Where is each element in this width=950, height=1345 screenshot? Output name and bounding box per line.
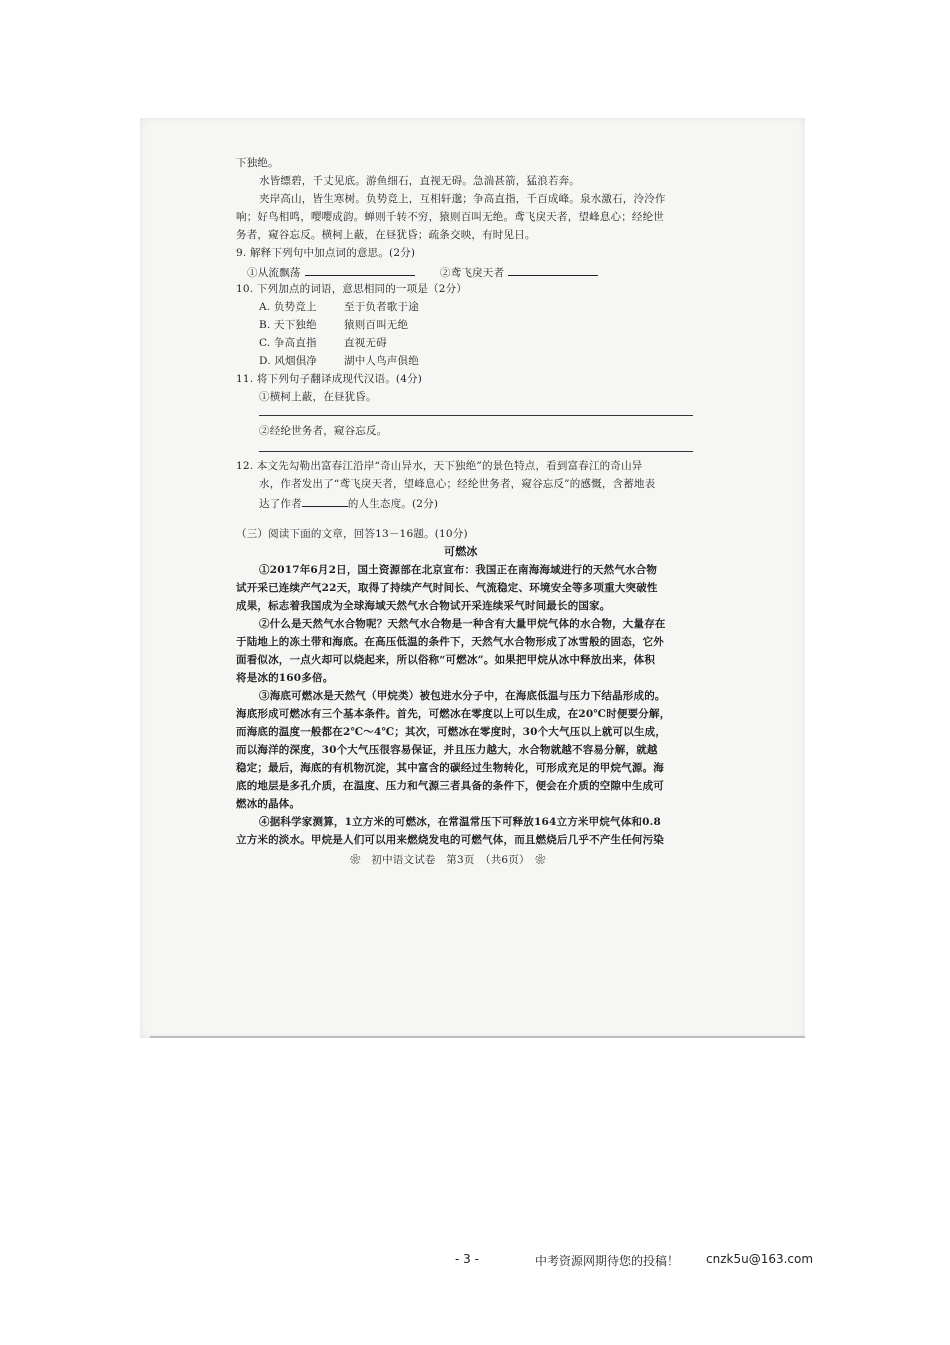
answer-line[interactable] (259, 451, 693, 452)
question-9-stem: 9. 解释下列句中加点词的意思。(2分) (236, 247, 416, 259)
paragraph-3-line: 底的地层是多孔介质，在温度、压力和气源三者具备的条件下，便会在介质的空隙中生成可 (236, 780, 664, 792)
paragraph-2-line: ②什么是天然气水合物呢？天然气水合物是一种含有大量甲烷气体的水合物，大量存在 (259, 618, 666, 630)
answer-blank[interactable] (508, 264, 598, 276)
exam-page-footer: ❀ 初中语文试卷 第3页 （共6页） ❀ (350, 854, 546, 866)
option-d: D. 风烟俱净 (259, 355, 318, 367)
question-12-text: 达了作者 (259, 498, 302, 510)
paragraph-2-line: 于陆地上的冻土带和海底。在高压低温的条件下，天然气水合物形成了冰雪般的固态，它外 (236, 636, 664, 648)
paragraph-4-line: 立方米的淡水。甲烷是人们可以用来燃烧发电的可燃气体，而且燃烧后几乎不产生任何污染 (236, 834, 664, 846)
footer-slogan: 中考资源网期待您的投稿！ (535, 1254, 680, 1268)
passage-line: 务者，窥谷忘反。横柯上蔽，在昼犹昏；疏条交映，有时见日。 (236, 229, 536, 241)
passage-line: 夹岸高山，皆生寒树。负势竞上，互相轩邈；争高直指，千百成峰。泉水激石，泠泠作 (259, 193, 666, 205)
option-b: B. 天下独绝 (259, 319, 317, 331)
option-a-pair: 至于负者歌于途 (344, 301, 419, 313)
document-footer (0, 1252, 950, 1270)
paragraph-3-line: 燃冰的晶体。 (236, 798, 301, 810)
footer-email: cnzk5u@163.com (706, 1252, 814, 1266)
question-11-stem: 11. 将下列句子翻译成现代汉语。(4分) (236, 373, 423, 385)
passage-line: 下独绝。 (236, 157, 279, 169)
option-c-pair: 直视无碍 (344, 337, 387, 349)
paragraph-1-line: 成果，标志着我国成为全球海域天然气水合物试开采连续采气时间最长的国家。 (236, 600, 611, 612)
paragraph-2-line: 将是冰的160多倍。 (236, 672, 334, 684)
paragraph-2-line: 面看似冰，一点火却可以烧起来，所以俗称“可燃冰”。如果把甲烷从冰中释放出来，体积 (236, 654, 656, 666)
question-9-item-2 (440, 264, 598, 280)
item-text: ②鸢飞戾天者 (440, 267, 505, 279)
paragraph-3-line: 而海底的温度一般都在2℃～4℃；其次，可燃冰在零度时，30个大气压以上就可以生成， (236, 726, 667, 738)
answer-line[interactable] (259, 415, 693, 416)
paragraph-1-line: ①2017年6月2日，国土资源部在北京宣布：我国正在南海海域进行的天然气水合物 (259, 564, 658, 576)
passage-line: 水皆缥碧，千丈见底。游鱼细石，直视无碍。急湍甚箭，猛浪若奔。 (259, 175, 580, 187)
option-a: A. 负势竞上 (259, 301, 317, 313)
question-11-sentence-1: ①横柯上蔽，在昼犹昏。 (259, 391, 377, 403)
question-11-sentence-2: ②经纶世务者，窥谷忘反。 (259, 425, 388, 437)
scan-edge (150, 1036, 805, 1038)
paragraph-3-line: 而以海洋的深度，30个大气压很容易保证，并且压力越大，水合物就越不容易分解，就越 (236, 744, 658, 756)
question-9-item-1 (247, 264, 415, 280)
option-d-pair: 湖中人鸟声俱绝 (344, 355, 419, 367)
question-12-text: 的人生态度。(2分) (347, 498, 439, 510)
paragraph-4-line: ④据科学家测算，1立方米的可燃冰，在常温常压下可释放164立方米甲烷气体和0.8 (259, 816, 661, 828)
paragraph-3-line: 海底形成可燃冰有三个基本条件。首先，可燃冰在零度以上可以生成，在20℃时便要分解， (236, 708, 671, 720)
article-title: 可燃冰 (444, 545, 478, 558)
paragraph-3-line: 稳定；最后，海底的有机物沉淀，其中富含的碳经过生物转化，可形成充足的甲烷气源。海 (236, 762, 664, 774)
option-b-pair: 猿则百叫无绝 (344, 319, 409, 331)
question-12-line (259, 495, 438, 511)
question-12-line: 12. 本文先勾勒出富春江沿岸“奇山异水，天下独绝”的景色特点，看到富春江的奇山异 (236, 460, 643, 472)
option-c: C. 争高直指 (259, 337, 317, 349)
question-10-stem: 10. 下列加点的词语，意思相同的一项是（2分） (236, 283, 468, 295)
section-3-heading: （三）阅读下面的文章，回答13－16题。(10分) (236, 528, 468, 540)
item-text: ①从流飘荡 (247, 267, 301, 279)
answer-blank[interactable] (305, 264, 415, 276)
paragraph-1-line: 试开采已连续产气22天，取得了持续产气时间长、气流稳定、环境安全等多项重大突破性 (236, 582, 658, 594)
paragraph-3-line: ③海底可燃冰是天然气（甲烷类）被包进水分子中，在海底低温与压力下结晶形成的。 (259, 690, 666, 702)
page-number: - 3 - (455, 1252, 479, 1266)
answer-blank[interactable] (302, 495, 348, 507)
passage-line: 响；好鸟相鸣，嘤嘤成韵。蝉则千转不穷，猿则百叫无绝。鸢飞戾天者，望峰息心；经纶世 (236, 211, 664, 223)
question-12-line: 水，作者发出了“鸢飞戾天者，望峰息心；经纶世务者，窥谷忘反”的感慨，含蓄地表 (259, 478, 656, 490)
